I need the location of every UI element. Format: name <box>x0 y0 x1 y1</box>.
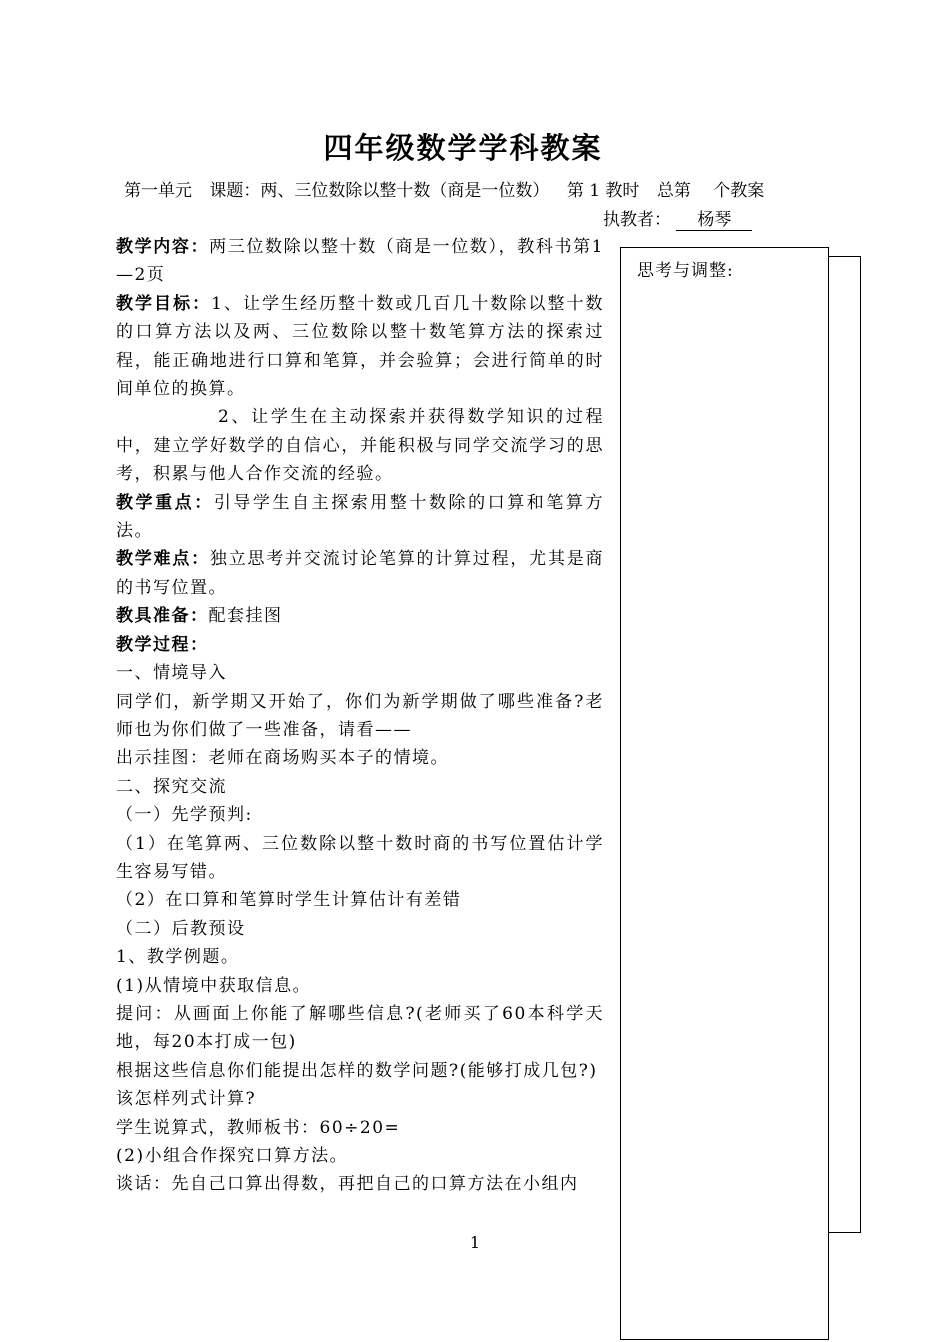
paragraph: 提问：从画面上你能了解哪些信息?(老师买了60本科学天地，每20本打成一包) <box>116 1003 604 1053</box>
teaching-focus-label: 教学重点： <box>116 492 214 513</box>
teaching-goal-label: 教学目标： <box>116 293 212 314</box>
paragraph: （二）后教预设 <box>116 918 246 939</box>
teaching-focus: 教学重点：引导学生自主探索用整十数除的口算和笔算方法。 <box>116 492 604 542</box>
teaching-difficulty-label: 教学难点： <box>116 549 210 570</box>
paragraph: (1)从情境中获取信息。 <box>116 975 312 996</box>
lesson-number: 第 1 教时 <box>566 181 640 201</box>
paragraph: 1、教学例题。 <box>116 947 240 968</box>
paragraph: 出示挂图：老师在商场购买本子的情境。 <box>116 748 449 769</box>
teaching-process <box>116 631 604 659</box>
teacher-label: 执教者： <box>603 210 671 230</box>
paragraph: 根据这些信息你们能提出怎样的数学问题?(能够打成几包?) <box>116 1060 598 1081</box>
paragraph: 该怎样列式计算? <box>116 1089 257 1110</box>
paragraph: （2）在口算和笔算时学生计算估计有差错 <box>116 890 462 911</box>
page-title: 四年级数学学科教案 <box>323 131 603 165</box>
paragraph: 谈话：先自己口算出得数，再把自己的口算方法在小组内 <box>116 1174 579 1195</box>
unit: 第一单元 <box>124 181 192 201</box>
total-count: 总第 个教案 <box>656 181 765 201</box>
teaching-process-label: 教学过程： <box>116 634 209 655</box>
teaching-aids-label: 教具准备： <box>116 606 209 627</box>
teacher-name: 杨琴 <box>676 210 752 231</box>
paragraph: (2)小组合作探究口算方法。 <box>116 1146 349 1166</box>
sidebar-shadow-box <box>827 256 861 1233</box>
section-heading: 二、探究交流 <box>116 776 227 797</box>
teacher-line <box>603 205 752 231</box>
paragraph: 同学们，新学期又开始了，你们为新学期做了哪些准备?老师也为你们做了一些准备，请看—— <box>116 691 604 740</box>
page-number: 1 <box>469 1233 481 1252</box>
teaching-content: 教学内容：两三位数除以整十数（商是一位数），教科书第1—2页 <box>116 237 605 286</box>
teaching-difficulty: 教学难点：独立思考并交流讨论笔算的计算过程，尤其是商的书写位置。 <box>116 549 605 598</box>
reflection-box <box>620 247 829 1340</box>
teaching-content-label: 教学内容： <box>116 237 210 257</box>
section-heading: 一、情境导入 <box>116 663 227 684</box>
paragraph: （一）先学预判: <box>116 805 253 826</box>
paragraph: 学生说算式，教师板书：60÷20= <box>116 1117 401 1138</box>
lesson-content <box>116 233 604 1199</box>
paragraph: （1）在笔算两、三位数除以整十数时商的书写位置估计学生容易写错。 <box>116 833 604 882</box>
teaching-goal: 教学目标：1、让学生经历整十数或几百几十数除以整十数的口算方法以及两、三位数除以整十数笔算方法的探索过程，能正确地进行口算和笔算，并会验算；会进行简单的时间单位的换算。 <box>116 293 604 400</box>
teaching-aids: 教具准备：配套挂图 <box>116 606 283 627</box>
lesson-meta <box>124 176 824 201</box>
topic: 课题：两、三位数除以整十数（商是一位数） <box>209 181 550 201</box>
reflection-label: 思考与调整: <box>637 261 734 281</box>
teaching-goal-2: 2、让学生在主动探索并获得数学知识的过程中，建立学好数学的自信心，并能积极与同学交流学习的思考，积累与他人合作交流的经验。 <box>116 407 604 485</box>
